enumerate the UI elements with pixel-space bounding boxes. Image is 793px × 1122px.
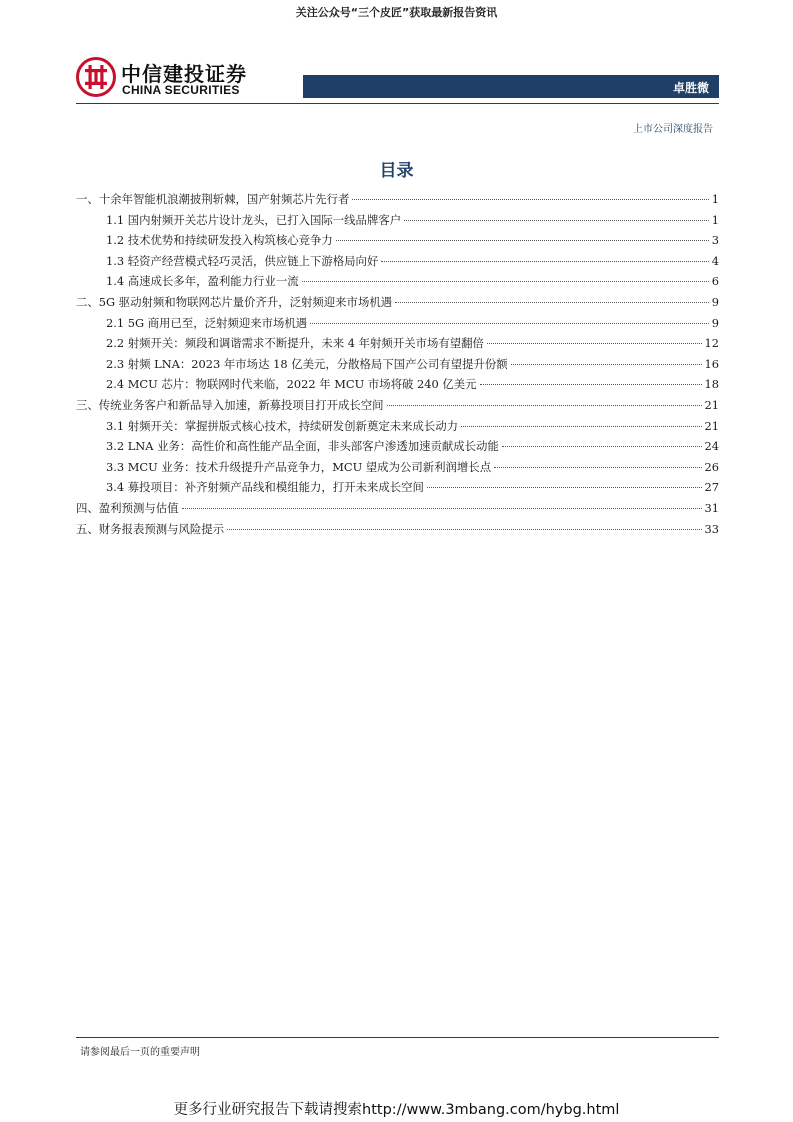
- footer-disclaimer: 请参阅最后一页的重要声明: [80, 1047, 200, 1058]
- toc-entry[interactable]: [76, 212, 719, 233]
- toc-entry-page: 9: [711, 315, 719, 330]
- company-name: 卓胜微: [672, 81, 709, 95]
- toc-dot-leader: [494, 467, 701, 468]
- toc-entry-label: 3.2 LNA 业务：高性价和高性能产品全面，非头部客户渗透加速贡献成长动能: [106, 439, 499, 454]
- toc-dot-leader: [395, 302, 709, 303]
- toc-entry[interactable]: [76, 191, 719, 212]
- report-type: 上市公司深度报告: [633, 124, 713, 135]
- toc-dot-leader: [480, 384, 702, 385]
- brand-name-cn: 中信建投证券: [121, 62, 247, 86]
- toc-entry-page: 27: [704, 480, 719, 495]
- toc-entry[interactable]: [76, 418, 719, 439]
- toc-dot-leader: [461, 426, 701, 427]
- toc-entry-label: 1.4 高速成长多年，盈利能力行业一流: [106, 274, 299, 289]
- toc-entry[interactable]: [76, 438, 719, 459]
- toc-entry-label: 2.4 MCU 芯片：物联网时代来临，2022 年 MCU 市场将破 240 亿美元: [106, 377, 477, 392]
- toc-entry-label: 三、传统业务客户和新品导入加速，新募投项目打开成长空间: [76, 397, 384, 412]
- toc-entry-page: 1: [711, 212, 719, 227]
- bottom-download-notice[interactable]: 更多行业研究报告下载请搜索http://www.3mbang.com/hybg.html: [173, 1102, 620, 1118]
- toc-dot-leader: [381, 261, 708, 262]
- toc-entry-label: 3.1 射频开关：掌握拼版式核心技术，持续研发创新奠定未来成长动力: [106, 418, 459, 433]
- toc-dot-leader: [487, 343, 702, 344]
- toc-entry-page: 21: [704, 397, 719, 412]
- toc-entry-label: 五、财务报表预测与风险提示: [76, 521, 225, 536]
- footer-divider: [76, 1037, 719, 1038]
- toc-entry[interactable]: [76, 335, 719, 356]
- toc-entry[interactable]: [76, 459, 719, 480]
- toc-dot-leader: [310, 323, 709, 324]
- toc-dot-leader: [387, 405, 702, 406]
- toc-entry-label: 3.3 MCU 业务：技术升级提升产品竞争力，MCU 望成为公司新利润增长点: [106, 459, 492, 474]
- toc-entry-page: 12: [704, 336, 719, 351]
- toc-entry[interactable]: [76, 315, 719, 336]
- toc-entry-page: 24: [704, 439, 719, 454]
- toc-entry-label: 2.1 5G 商用已至，泛射频迎来市场机遇: [106, 315, 308, 330]
- table-of-contents: [76, 191, 719, 541]
- toc-dot-leader: [227, 529, 701, 530]
- toc-entry-page: 26: [704, 459, 719, 474]
- toc-entry-page: 3: [711, 233, 719, 248]
- toc-entry[interactable]: [76, 376, 719, 397]
- toc-entry-page: 4: [711, 253, 719, 268]
- toc-entry-page: 1: [711, 192, 719, 206]
- toc-title: 目录: [379, 161, 414, 181]
- toc-entry-label: 1.2 技术优势和持续研发投入构筑核心竞争力: [106, 233, 333, 248]
- toc-entry-page: 21: [704, 418, 719, 433]
- header-divider: [76, 103, 719, 104]
- brand-name-en: CHINA SECURITIES: [122, 83, 240, 97]
- toc-entry-label: 1.1 国内射频开关芯片设计龙头，已打入国际一线品牌客户: [106, 212, 402, 227]
- toc-entry-label: 一、十余年智能机浪潮披荆斩棘，国产射频芯片先行者: [76, 192, 350, 206]
- toc-dot-leader: [511, 364, 702, 365]
- toc-dot-leader: [352, 199, 708, 200]
- toc-entry-page: 16: [704, 356, 719, 371]
- toc-dot-leader: [404, 220, 709, 221]
- toc-dot-leader: [182, 508, 702, 509]
- toc-entry[interactable]: [76, 500, 719, 521]
- toc-entry[interactable]: [76, 397, 719, 418]
- toc-entry-label: 2.2 射频开关：频段和调谐需求不断提升，未来 4 年射频开关市场有望翻倍: [106, 336, 484, 351]
- toc-entry[interactable]: [76, 273, 719, 294]
- toc-entry-page: 33: [704, 521, 719, 536]
- toc-entry-label: 1.3 轻资产经营模式轻巧灵活，供应链上下游格局向好: [106, 253, 379, 268]
- toc-entry[interactable]: [76, 294, 719, 315]
- toc-entry-page: 18: [704, 377, 719, 392]
- toc-entry-label: 2.3 射频 LNA：2023 年市场达 18 亿美元，分散格局下国产公司有望提升份额: [106, 356, 508, 371]
- toc-entry-label: 二、5G 驱动射频和物联网芯片量价齐升，泛射频迎来市场机遇: [76, 294, 393, 309]
- toc-dot-leader: [427, 487, 702, 488]
- citic-logo-icon: [76, 57, 116, 97]
- toc-entry-page: 6: [711, 274, 719, 289]
- toc-entry-page: 9: [711, 294, 719, 309]
- toc-entry-page: 31: [704, 500, 719, 515]
- toc-entry-label: 3.4 募投项目：补齐射频产品线和模组能力，打开未来成长空间: [106, 480, 424, 495]
- toc-entry[interactable]: [76, 479, 719, 500]
- toc-entry[interactable]: [76, 521, 719, 542]
- toc-entry[interactable]: [76, 253, 719, 274]
- top-banner: 关注公众号“三个皮匠”获取最新报告资讯: [295, 6, 498, 19]
- toc-entry[interactable]: [76, 356, 719, 377]
- toc-dot-leader: [502, 446, 702, 447]
- toc-entry[interactable]: [76, 232, 719, 253]
- toc-dot-leader: [302, 281, 709, 282]
- toc-entry-label: 四、盈利预测与估值: [76, 500, 179, 515]
- header-bar: [303, 75, 719, 98]
- toc-dot-leader: [336, 240, 709, 241]
